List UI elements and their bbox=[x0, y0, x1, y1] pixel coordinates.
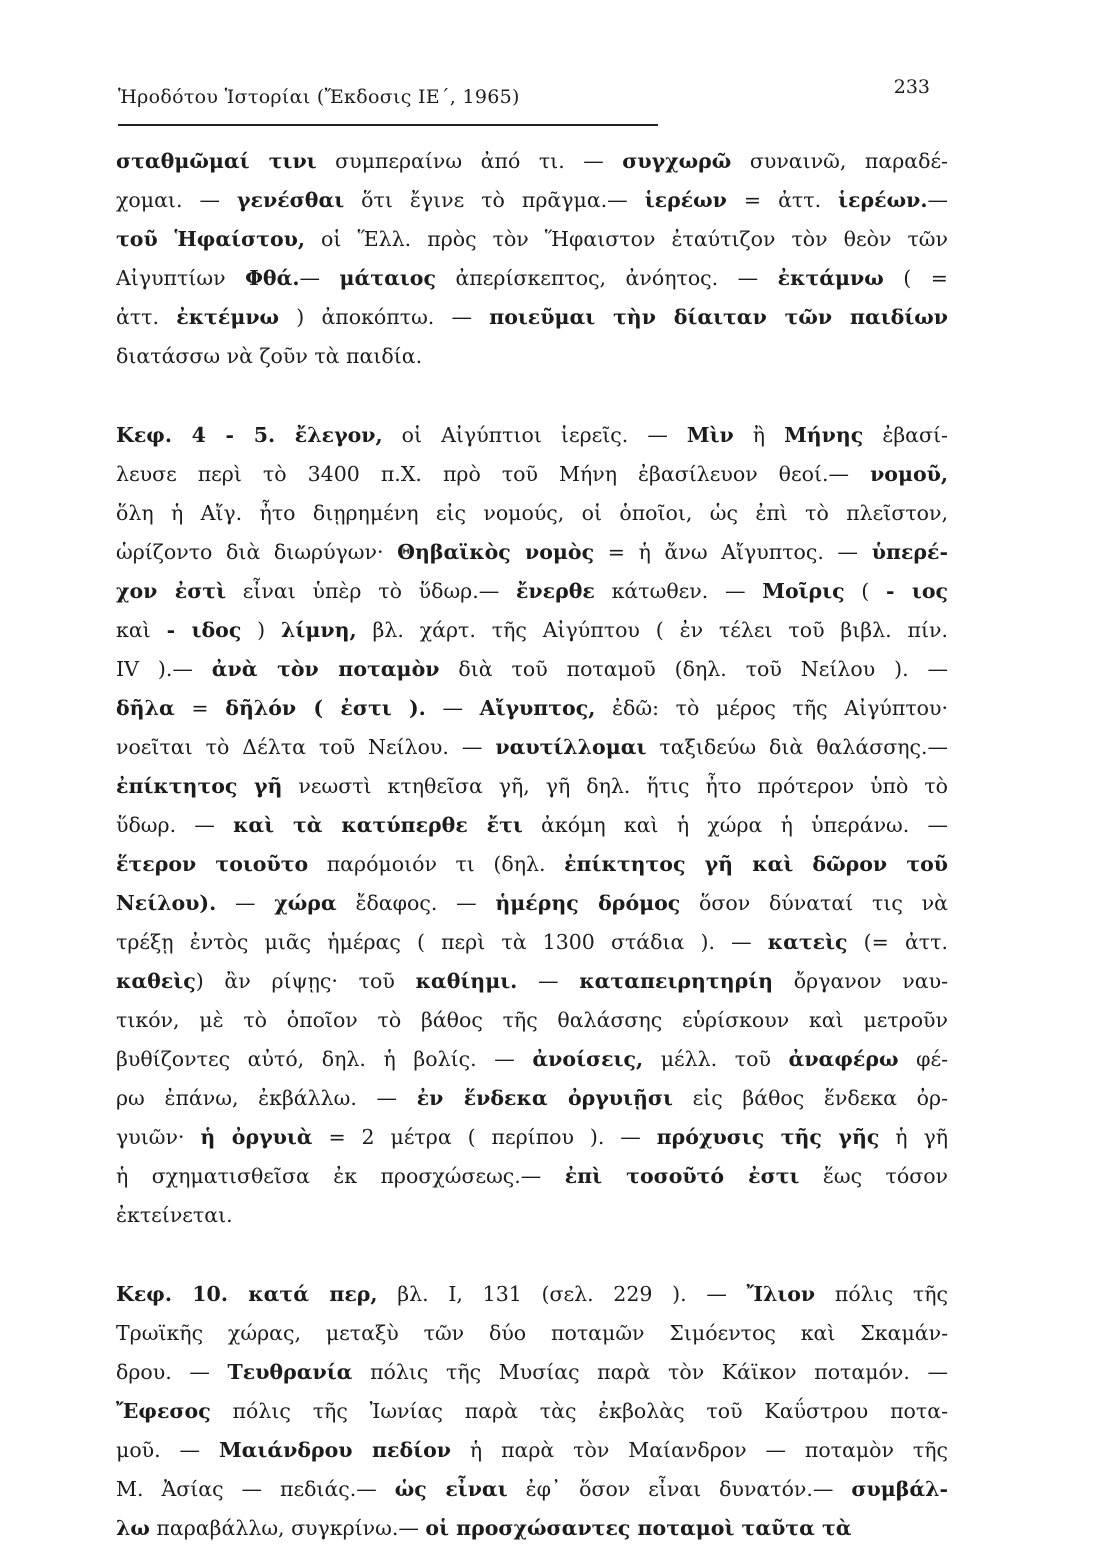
text-line bbox=[116, 259, 948, 298]
text-line bbox=[116, 1314, 948, 1353]
gloss-text: παρόμοιόν τι (δηλ. bbox=[308, 852, 565, 876]
lemma-term: ἐκτέμνω bbox=[176, 305, 280, 329]
gloss-text: Αἰγυπτίων bbox=[116, 266, 246, 290]
header-rule bbox=[118, 124, 658, 126]
gloss-text: ὅλη ἡ Αἴγ. ἦτο διῃρημένη εἰς νομούς, οἱ ὁποῖοι, ὡς ἐπὶ τὸ πλεῖστον, bbox=[116, 501, 948, 525]
gloss-text: Μ. Ἀσίας — πεδιάς.— bbox=[116, 1477, 395, 1501]
gloss-text: βλ. I, 131 (σελ. 229 ). — bbox=[377, 1282, 747, 1306]
lemma-term: ἡμέρης δρόμος bbox=[495, 891, 681, 915]
gloss-text: ταξιδεύω διὰ θαλάσσης.— bbox=[646, 735, 948, 759]
text-line bbox=[116, 1509, 948, 1548]
gloss-text: ὅτι ἔγινε τὸ πρᾶγμα.— bbox=[344, 188, 645, 212]
lemma-term: - ιδος bbox=[166, 618, 242, 642]
lemma-term: δῆλα bbox=[116, 696, 175, 720]
lemma-term: ἡ ὀργυιὰ bbox=[200, 1125, 313, 1149]
gloss-text: = ἡ ἄνω Αἴγυπτος. — bbox=[594, 540, 872, 564]
text-line bbox=[116, 1470, 948, 1509]
lemma-term: Κεφ. 4 - 5. ἔλεγον, bbox=[116, 423, 383, 447]
lemma-term: γενέσθαι bbox=[236, 188, 345, 212]
gloss-text: παραβάλλω, συγκρίνω.— bbox=[149, 1516, 426, 1540]
gloss-text: τικόν, μὲ τὸ ὁποῖον τὸ βάθος τῆς θαλάσσης εὑρίσκουν καὶ μετροῦν bbox=[116, 1008, 948, 1032]
paragraph-gap bbox=[116, 376, 948, 416]
gloss-text: διατάσσω νὰ ζοῦν τὰ παιδία. bbox=[116, 344, 423, 368]
gloss-text: εἶναι ὑπὲρ τὸ ὕδωρ.— bbox=[226, 579, 516, 603]
text-line bbox=[116, 1275, 948, 1314]
gloss-text: ἐφ᾽ ὅσον εἶναι δυνατόν.— bbox=[507, 1477, 852, 1501]
gloss-text: — bbox=[517, 969, 580, 993]
gloss-text: μοῦ. — bbox=[116, 1438, 219, 1462]
lemma-term: κατεὶς bbox=[767, 930, 848, 954]
lemma-term: ἀνὰ τὸν ποταμὸν bbox=[211, 657, 440, 681]
gloss-text: εἰς βάθος ἕνδεκα ὀρ- bbox=[672, 1086, 948, 1110]
lemma-term: χώρα bbox=[274, 891, 337, 915]
lemma-term: Τευθρανία bbox=[227, 1360, 353, 1384]
commentary-text bbox=[116, 142, 948, 1548]
gloss-text: ἔδαφος. — bbox=[336, 891, 496, 915]
lemma-term: λίμνη, bbox=[281, 618, 357, 642]
text-line bbox=[116, 1392, 948, 1431]
lemma-term: Μήνης bbox=[784, 423, 864, 447]
text-line bbox=[116, 767, 948, 806]
page-header bbox=[118, 76, 936, 116]
gloss-text: πόλις τῆς bbox=[815, 1282, 948, 1306]
gloss-text: συναινῶ, παραδέ- bbox=[731, 149, 948, 173]
gloss-text: ἕως τόσον bbox=[799, 1164, 948, 1188]
text-line bbox=[116, 1079, 948, 1118]
gloss-text: δρου. — bbox=[116, 1360, 228, 1384]
lemma-term: Μαιάνδρου πεδίον bbox=[218, 1438, 451, 1462]
gloss-text: καὶ bbox=[116, 618, 167, 642]
lemma-term: τοῦ Ἡφαίστου, bbox=[116, 227, 305, 251]
gloss-text: ἡ παρὰ τὸν Μαίανδρον — ποταμὸν τῆς bbox=[451, 1438, 948, 1462]
gloss-text: ἐβασί- bbox=[863, 423, 948, 447]
gloss-text: ἐδῶ: τὸ μέρος τῆς Αἰγύπτου· bbox=[595, 696, 948, 720]
gloss-text: πόλις τῆς Μυσίας παρὰ τὸν Κάϊκον ποταμόν. — bbox=[352, 1360, 948, 1384]
gloss-text: κάτωθεν. — bbox=[594, 579, 763, 603]
lemma-term: ἐπίκτητος γῆ καὶ δῶρον τοῦ bbox=[564, 852, 948, 876]
lemma-term: λω bbox=[116, 1516, 150, 1540]
text-line bbox=[116, 923, 948, 962]
gloss-text: τρέξῃ ἐντὸς μιᾶς ἡμέρας ( περὶ τὰ 1300 στάδια ). — bbox=[116, 930, 768, 954]
lemma-term: Αἴγυπτος, bbox=[479, 696, 596, 720]
text-line bbox=[116, 1353, 948, 1392]
paragraph-gap bbox=[116, 1235, 948, 1275]
text-line bbox=[116, 689, 948, 728]
gloss-text: — bbox=[425, 696, 480, 720]
lemma-term: μάταιος bbox=[339, 266, 436, 290]
lemma-term: Ἔφεσος bbox=[116, 1399, 211, 1423]
text-line bbox=[116, 455, 948, 494]
gloss-text: ὄργανον ναυ- bbox=[773, 969, 948, 993]
gloss-text: IV ).— bbox=[116, 657, 212, 681]
gloss-text: γυιῶν· bbox=[116, 1125, 201, 1149]
text-line bbox=[116, 298, 948, 337]
gloss-text: ἢ bbox=[733, 423, 785, 447]
gloss-text: = bbox=[174, 696, 226, 720]
gloss-text: ρω ἐπάνω, ἐκβάλλω. — bbox=[116, 1086, 417, 1110]
text-line bbox=[116, 1196, 948, 1235]
lemma-term: δῆλόν ( ἐστι ). bbox=[225, 696, 426, 720]
text-line bbox=[116, 845, 948, 884]
lemma-term: νομοῦ, bbox=[870, 462, 948, 486]
gloss-text: ὅσον δύναταί τις νὰ bbox=[680, 891, 948, 915]
gloss-text: ἡ σχηματισθεῖσα ἐκ προσχώσεως.— bbox=[116, 1164, 565, 1188]
gloss-text: πόλις τῆς Ἰωνίας παρὰ τὰς ἐκβολὰς τοῦ Καΰστρου ποτα- bbox=[210, 1399, 948, 1423]
gloss-text: λευσε περὶ τὸ 3400 π.Χ. πρὸ τοῦ Μήνη ἐβασίλευον θεοί.— bbox=[116, 462, 871, 486]
gloss-text: ) bbox=[241, 618, 282, 642]
lemma-term: Μὶν bbox=[686, 423, 734, 447]
lemma-term: Νείλου). bbox=[116, 891, 217, 915]
gloss-text: ) ἀποκόπτω. — bbox=[279, 305, 490, 329]
text-line bbox=[116, 1157, 948, 1196]
lemma-term: ἕτερον τοιοῦτο bbox=[116, 852, 309, 876]
gloss-text: = 2 μέτρα ( περίπου ). — bbox=[312, 1125, 657, 1149]
lemma-term: καὶ τὰ κατύπερθε ἔτι bbox=[233, 813, 523, 837]
lemma-term: συγχωρῶ bbox=[622, 149, 732, 173]
text-line bbox=[116, 1118, 948, 1157]
lemma-term: καταπειρητηρίη bbox=[579, 969, 774, 993]
lemma-term: Μοῖρις bbox=[762, 579, 845, 603]
gloss-text: μέλλ. τοῦ bbox=[643, 1047, 789, 1071]
gloss-text: ἐκτείνεται. bbox=[116, 1203, 233, 1227]
gloss-text: ὡρίζοντο διὰ διωρύγων· bbox=[116, 540, 398, 564]
page-number: 233 bbox=[893, 76, 930, 98]
gloss-text: ( bbox=[844, 579, 887, 603]
gloss-text: ) ἂν ρίψῃς· τοῦ bbox=[195, 969, 416, 993]
text-line bbox=[116, 1001, 948, 1040]
gloss-text: συμπεραίνω ἀπό τι. — bbox=[316, 149, 623, 173]
text-line bbox=[116, 884, 948, 923]
text-line bbox=[116, 650, 948, 689]
gloss-text: βυθίζοντες αὐτό, δηλ. ἡ βολίς. — bbox=[116, 1047, 533, 1071]
gloss-text: ἀπερίσκεπτος, ἀνόητος. — bbox=[435, 266, 778, 290]
gloss-text: — bbox=[216, 891, 275, 915]
text-line bbox=[116, 1431, 948, 1470]
lemma-term: οἱ προσχώσαντες ποταμοὶ ταῦτα τὰ bbox=[425, 1516, 852, 1540]
gloss-text: βλ. χάρτ. τῆς Αἰγύπτου ( ἐν τέλει τοῦ βιβλ. πίν. bbox=[356, 618, 948, 642]
text-line bbox=[116, 181, 948, 220]
lemma-term: ἀναφέρω bbox=[788, 1047, 899, 1071]
gloss-text: νοεῖται τὸ Δέλτα τοῦ Νείλου. — bbox=[116, 735, 496, 759]
running-title: Ἡροδότου Ἱστορίαι (Ἔκδοσις ΙΕ΄, 1965) bbox=[118, 86, 520, 108]
gloss-text: ὕδωρ. — bbox=[116, 813, 234, 837]
text-line bbox=[116, 533, 948, 572]
lemma-term: χον ἐστὶ bbox=[116, 579, 227, 603]
gloss-text: οἱ Ἕλλ. πρὸς τὸν Ἥφαιστον ἐταύτιζον τὸν θεὸν τῶν bbox=[304, 227, 948, 251]
text-line bbox=[116, 220, 948, 259]
lemma-term: καθίημι. bbox=[415, 969, 518, 993]
text-line bbox=[116, 416, 948, 455]
lemma-term: ἀνοίσεις, bbox=[532, 1047, 644, 1071]
lemma-term: Φθά. bbox=[245, 266, 300, 290]
gloss-text: ἀκόμη καὶ ἡ χώρα ἡ ὑπεράνω. — bbox=[522, 813, 948, 837]
text-line bbox=[116, 1040, 948, 1079]
gloss-text: ἀττ. bbox=[116, 305, 177, 329]
text-line bbox=[116, 142, 948, 181]
text-line bbox=[116, 962, 948, 1001]
text-line bbox=[116, 728, 948, 767]
text-line bbox=[116, 806, 948, 845]
gloss-text: (= ἀττ. bbox=[847, 930, 948, 954]
lemma-term: συμβάλ- bbox=[851, 1477, 948, 1501]
text-line bbox=[116, 611, 948, 650]
lemma-term: ἱερέων bbox=[644, 188, 727, 212]
lemma-term: ἐν ἕνδεκα ὀργυιῇσι bbox=[416, 1086, 673, 1110]
gloss-text: ( = bbox=[883, 266, 948, 290]
lemma-term: σταθμῶμαί τινι bbox=[116, 149, 317, 173]
gloss-text: Τρωϊκῆς χώρας, μεταξὺ τῶν δύο ποταμῶν Σιμόεντος καὶ Σκαμάν- bbox=[116, 1321, 948, 1345]
text-line bbox=[116, 494, 948, 533]
lemma-term: Κεφ. 10. κατά περ, bbox=[116, 1282, 378, 1306]
lemma-term: ποιεῦμαι τὴν δίαιταν τῶν παιδίων bbox=[489, 305, 948, 329]
text-line bbox=[116, 572, 948, 611]
lemma-term: ὡς εἶναι bbox=[394, 1477, 508, 1501]
lemma-term: ναυτίλλομαι bbox=[495, 735, 647, 759]
gloss-text: διὰ τοῦ ποταμοῦ (δηλ. τοῦ Νείλου ). — bbox=[439, 657, 948, 681]
gloss-text: = ἀττ. bbox=[726, 188, 839, 212]
lemma-term: πρόχυσις τῆς γῆς bbox=[656, 1125, 880, 1149]
lemma-term: ἐπίκτητος γῆ bbox=[116, 774, 283, 798]
gloss-text: ἡ γῆ bbox=[879, 1125, 948, 1149]
lemma-term: ἔνερθε bbox=[515, 579, 595, 603]
lemma-term: ἐπὶ τοσοῦτό ἐστι bbox=[564, 1164, 800, 1188]
lemma-term: - ιος bbox=[886, 579, 948, 603]
lemma-term: ὑπερέ- bbox=[871, 540, 948, 564]
text-line bbox=[116, 337, 948, 376]
gloss-text: — bbox=[299, 266, 340, 290]
gloss-text: νεωστὶ κτηθεῖσα γῆ, γῆ δηλ. ἥτις ἦτο πρότερον ὑπὸ τὸ bbox=[282, 774, 948, 798]
gloss-text: χομαι. — bbox=[116, 188, 237, 212]
gloss-text: οἱ Αἰγύπτιοι ἱερεῖς. — bbox=[382, 423, 687, 447]
lemma-term: Ἴλιον bbox=[746, 1282, 816, 1306]
gloss-text: φέ- bbox=[898, 1047, 948, 1071]
lemma-term: Θηβαϊκὸς νομὸς bbox=[397, 540, 595, 564]
lemma-term: ἐκτάμνω bbox=[777, 266, 884, 290]
lemma-term: ἱερέων. bbox=[838, 188, 928, 212]
lemma-term: καθεὶς bbox=[116, 969, 196, 993]
gloss-text: — bbox=[927, 188, 948, 212]
